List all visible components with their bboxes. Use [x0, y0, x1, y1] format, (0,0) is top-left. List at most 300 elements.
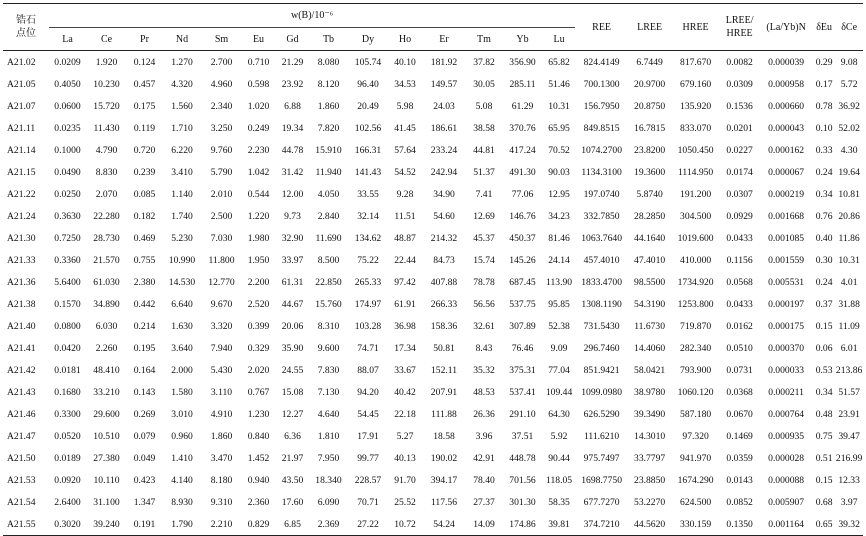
- table-cell: 0.000088: [768, 474, 805, 486]
- table-row: [3, 227, 863, 249]
- table-cell: 9.760: [210, 144, 233, 156]
- table-cell: 118.05: [546, 474, 573, 486]
- table-cell: 265.33: [354, 276, 382, 288]
- table-cell: 0.049: [133, 452, 156, 464]
- table-cell: 3.96: [475, 430, 493, 442]
- table-cell: 0.164: [133, 364, 156, 376]
- table-cell: 285.11: [509, 78, 536, 90]
- table-cell: 14.3010: [634, 430, 666, 442]
- table-cell: 731.5430: [583, 320, 620, 332]
- table-cell: 0.17: [815, 78, 833, 90]
- element-header-er: Er: [439, 33, 449, 45]
- sample-id-cell: A21.14: [7, 144, 36, 156]
- table-cell: 824.4149: [583, 56, 620, 68]
- table-cell: 1.740: [171, 210, 193, 222]
- table-cell: 5.72: [840, 78, 858, 90]
- table-cell: 12.00: [281, 188, 304, 200]
- table-cell: 84.73: [433, 254, 455, 266]
- table-cell: 5.08: [475, 100, 493, 112]
- table-cell: 20.06: [281, 320, 304, 332]
- table-cell: 0.000039: [768, 56, 805, 68]
- sample-id-cell: A21.53: [7, 474, 36, 486]
- table-cell: 1134.3100: [581, 166, 622, 178]
- table-cell: 1.860: [210, 430, 233, 442]
- table-cell: 22.280: [93, 210, 120, 222]
- table-cell: 0.598: [247, 78, 270, 90]
- table-cell: 213.86: [835, 364, 863, 376]
- table-cell: 296.7460: [583, 342, 620, 354]
- table-cell: 33.7797: [634, 452, 666, 464]
- table-cell: 24.14: [548, 254, 570, 266]
- table-cell: 1.860: [317, 100, 340, 112]
- table-cell: 0.3630: [54, 210, 81, 222]
- table-cell: 4.910: [210, 408, 233, 420]
- table-row: [3, 513, 863, 536]
- table-cell: 2.840: [317, 210, 340, 222]
- lree-header: LREE: [637, 21, 663, 33]
- table-cell: 849.8515: [583, 122, 620, 134]
- table-cell: 5.6400: [54, 276, 81, 288]
- table-cell: 301.30: [509, 496, 536, 508]
- table-cell: 91.70: [394, 474, 416, 486]
- table-cell: 14.4060: [634, 342, 666, 354]
- table-cell: 33.67: [394, 364, 416, 376]
- table-cell: 0.0800: [54, 320, 81, 332]
- table-cell: 8.500: [317, 254, 340, 266]
- table-cell: 4.050: [317, 188, 340, 200]
- table-cell: 5.430: [210, 364, 233, 376]
- table-cell: 23.91: [838, 408, 860, 420]
- table-cell: 134.62: [354, 232, 382, 244]
- sample-id-cell: A21.11: [7, 122, 36, 134]
- table-cell: 12.69: [473, 210, 495, 222]
- table-cell: 0.469: [133, 232, 156, 244]
- table-cell: 0.544: [247, 188, 270, 200]
- table-cell: 1.140: [171, 188, 193, 200]
- table-cell: 44.5620: [634, 518, 666, 530]
- table-cell: 0.78: [815, 100, 833, 112]
- table-cell: 0.4050: [54, 78, 81, 90]
- table-cell: 0.940: [247, 474, 270, 486]
- table-cell: 51.37: [473, 166, 495, 178]
- table-cell: 457.4010: [583, 254, 620, 266]
- table-cell: 0.195: [133, 342, 156, 354]
- table-cell: 15.760: [315, 298, 342, 310]
- table-cell: 410.000: [680, 254, 712, 266]
- table-cell: 74.71: [357, 342, 379, 354]
- table-cell: 12.33: [838, 474, 860, 486]
- table-cell: 190.02: [430, 452, 458, 464]
- table-cell: 0.0162: [726, 320, 753, 332]
- sample-id-cell: A21.47: [7, 430, 36, 442]
- table-cell: 0.0209: [54, 56, 81, 68]
- table-cell: 54.60: [433, 210, 455, 222]
- table-cell: 0.329: [247, 342, 270, 354]
- table-cell: 16.7815: [634, 122, 666, 134]
- sample-id-cell: A21.22: [7, 188, 36, 200]
- table-cell: 282.340: [680, 342, 712, 354]
- element-header-eu: Eu: [252, 33, 265, 45]
- table-row: [3, 183, 863, 205]
- table-cell: 8.930: [171, 496, 193, 508]
- table-cell: 2.360: [247, 496, 270, 508]
- table-cell: 0.3300: [54, 408, 81, 420]
- table-cell: 624.500: [680, 496, 712, 508]
- table-cell: 33.97: [281, 254, 304, 266]
- table-cell: 0.000028: [768, 452, 805, 464]
- table-cell: 0.0181: [54, 364, 81, 376]
- table-cell: 2.340: [210, 100, 233, 112]
- table-cell: 0.53: [815, 364, 833, 376]
- table-cell: 0.68: [815, 496, 833, 508]
- ree-data-table-container: [3, 3, 863, 536]
- table-cell: 0.1536: [726, 100, 753, 112]
- table-cell: 9.08: [840, 56, 858, 68]
- table-cell: 19.64: [838, 166, 860, 178]
- table-cell: 12.770: [208, 276, 235, 288]
- sample-id-cell: A21.36: [7, 276, 36, 288]
- table-cell: 54.3190: [634, 298, 666, 310]
- table-cell: 0.720: [133, 144, 156, 156]
- table-cell: 32.14: [357, 210, 379, 222]
- table-cell: 266.33: [430, 298, 458, 310]
- table-cell: 39.47: [838, 430, 860, 442]
- sample-id-cell: A21.46: [7, 408, 36, 420]
- sample-id-cell: A21.38: [7, 298, 36, 310]
- table-cell: 700.1300: [583, 78, 620, 90]
- table-cell: 975.7497: [583, 452, 620, 464]
- element-header-yb: Yb: [516, 33, 529, 45]
- table-cell: 2.380: [133, 276, 156, 288]
- table-cell: 0.76: [815, 210, 833, 222]
- table-cell: 7.820: [317, 122, 340, 134]
- table-cell: 2.520: [247, 298, 270, 310]
- table-cell: 0.0420: [54, 342, 81, 354]
- table-cell: 450.37: [509, 232, 536, 244]
- sample-header-line1: 锆石: [16, 15, 36, 26]
- table-cell: 81.46: [548, 232, 570, 244]
- table-cell: 0.085: [133, 188, 156, 200]
- table-cell: 0.15: [815, 320, 833, 332]
- table-cell: 0.000033: [768, 364, 805, 376]
- table-cell: 37.51: [511, 430, 534, 442]
- table-cell: 28.2850: [634, 210, 666, 222]
- table-cell: 0.0433: [726, 232, 753, 244]
- table-cell: 0.001559: [768, 254, 805, 266]
- table-cell: 9.28: [396, 188, 414, 200]
- table-cell: 5.230: [171, 232, 193, 244]
- table-cell: 448.78: [509, 452, 536, 464]
- table-cell: 1698.7750: [581, 474, 622, 486]
- table-cell: 1074.2700: [581, 144, 622, 156]
- table-cell: 2.000: [171, 364, 193, 376]
- lree-hree-ratio-header: [720, 4, 759, 51]
- table-cell: 39.32: [838, 518, 860, 530]
- table-cell: 330.159: [680, 518, 712, 530]
- table-cell: 8.080: [317, 56, 340, 68]
- table-cell: 24.55: [281, 364, 304, 376]
- table-cell: 24.03: [433, 100, 455, 112]
- table-cell: 0.0920: [54, 474, 81, 486]
- table-cell: 38.9780: [634, 386, 666, 398]
- table-cell: 22.850: [315, 276, 342, 288]
- table-cell: 1.950: [247, 254, 270, 266]
- element-header-ho: Ho: [398, 33, 412, 45]
- table-cell: 0.457: [133, 78, 156, 90]
- table-row: [3, 117, 863, 139]
- table-cell: 4.140: [171, 474, 193, 486]
- table-cell: 5.98: [396, 100, 414, 112]
- table-cell: 207.91: [430, 386, 458, 398]
- table-cell: 77.06: [511, 188, 534, 200]
- table-cell: 679.160: [680, 78, 712, 90]
- table-cell: 0.000958: [768, 78, 805, 90]
- table-cell: 9.09: [550, 342, 568, 354]
- table-cell: 0.000935: [768, 430, 805, 442]
- table-cell: 1833.4700: [581, 276, 622, 288]
- table-cell: 0.182: [133, 210, 156, 222]
- table-cell: 0.1000: [54, 144, 81, 156]
- table-cell: 26.36: [473, 408, 495, 420]
- hree-header: HREE: [682, 21, 709, 33]
- table-cell: 40.42: [394, 386, 416, 398]
- table-cell: 0.000043: [768, 122, 805, 134]
- table-cell: 0.75: [815, 430, 833, 442]
- table-cell: 4.790: [95, 144, 118, 156]
- table-cell: 0.755: [133, 254, 156, 266]
- table-cell: 677.7270: [583, 496, 620, 508]
- table-cell: 64.30: [548, 408, 570, 420]
- table-cell: 4.320: [171, 78, 193, 90]
- table-cell: 0.0250: [54, 188, 81, 200]
- table-cell: 793.900: [680, 364, 712, 376]
- table-row: [3, 161, 863, 183]
- table-cell: 39.81: [548, 518, 570, 530]
- table-cell: 687.45: [509, 276, 536, 288]
- table-cell: 0.65: [815, 518, 833, 530]
- table-cell: 54.24: [433, 518, 455, 530]
- table-cell: 1.810: [317, 430, 340, 442]
- table-cell: 1.042: [247, 166, 270, 178]
- table-cell: 3.97: [840, 496, 858, 508]
- table-cell: 6.220: [171, 144, 193, 156]
- table-header: [3, 4, 863, 51]
- table-cell: 44.1640: [634, 232, 666, 244]
- table-cell: 0.0368: [726, 386, 753, 398]
- table-cell: 375.31: [509, 364, 536, 376]
- table-cell: 29.600: [93, 408, 120, 420]
- table-cell: 0.269: [133, 408, 156, 420]
- table-cell: 216.99: [835, 452, 863, 464]
- table-cell: 0.34: [815, 188, 833, 200]
- table-cell: 228.57: [354, 474, 382, 486]
- table-cell: 4.30: [840, 144, 858, 156]
- table-cell: 1.920: [95, 56, 118, 68]
- sample-header-line2: 点位: [16, 28, 36, 39]
- table-cell: 54.45: [357, 408, 379, 420]
- table-cell: 10.31: [548, 100, 570, 112]
- table-row: [3, 425, 863, 447]
- table-cell: 6.030: [95, 320, 118, 332]
- table-cell: 0.000211: [768, 386, 804, 398]
- table-cell: 0.0309: [726, 78, 753, 90]
- ree-data-table: [3, 3, 863, 536]
- table-cell: 99.77: [357, 452, 379, 464]
- table-cell: 0.0307: [726, 188, 753, 200]
- table-cell: 0.124: [133, 56, 156, 68]
- table-cell: 4.01: [840, 276, 858, 288]
- table-cell: 0.399: [247, 320, 270, 332]
- table-cell: 145.26: [509, 254, 536, 266]
- table-cell: 146.76: [509, 210, 536, 222]
- table-cell: 20.86: [838, 210, 860, 222]
- table-cell: 56.56: [473, 298, 495, 310]
- table-cell: 8.310: [317, 320, 340, 332]
- table-cell: 1050.450: [677, 144, 714, 156]
- delta-ce-header: δCe: [841, 21, 858, 33]
- table-cell: 0.0731: [726, 364, 753, 376]
- table-cell: 76.46: [511, 342, 534, 354]
- table-cell: 31.42: [281, 166, 304, 178]
- table-cell: 0.000764: [768, 408, 805, 420]
- table-cell: 158.36: [430, 320, 458, 332]
- table-cell: 12.95: [548, 188, 570, 200]
- element-header-dy: Dy: [361, 33, 375, 45]
- table-cell: 23.8850: [634, 474, 666, 486]
- sample-id-cell: A21.55: [7, 518, 36, 530]
- table-row: [3, 447, 863, 469]
- table-cell: 61.91: [394, 298, 416, 310]
- table-cell: 88.07: [357, 364, 379, 376]
- table-cell: 0.000197: [768, 298, 805, 310]
- table-cell: 34.90: [433, 188, 455, 200]
- sample-id-cell: A21.30: [7, 232, 36, 244]
- table-cell: 0.0433: [726, 298, 753, 310]
- table-cell: 61.030: [93, 276, 120, 288]
- table-cell: 174.86: [509, 518, 536, 530]
- table-cell: 941.970: [680, 452, 712, 464]
- table-cell: 109.44: [545, 386, 573, 398]
- table-cell: 19.34: [281, 122, 304, 134]
- table-cell: 0.06: [815, 342, 833, 354]
- table-cell: 17.91: [357, 430, 379, 442]
- table-cell: 0.1350: [726, 518, 753, 530]
- table-cell: 20.49: [357, 100, 379, 112]
- table-cell: 6.01: [840, 342, 858, 354]
- concentration-group-header: w(B)/10⁻⁶: [49, 4, 575, 28]
- table-cell: 51.57: [838, 386, 860, 398]
- table-cell: 6.36: [284, 430, 301, 442]
- table-cell: 0.175: [133, 100, 156, 112]
- table-cell: 34.53: [394, 78, 416, 90]
- table-cell: 27.37: [473, 496, 495, 508]
- sample-id-cell: A21.40: [7, 320, 36, 332]
- table-cell: 0.000175: [768, 320, 805, 332]
- table-cell: 102.56: [354, 122, 382, 134]
- table-cell: 11.86: [838, 232, 860, 244]
- table-cell: 43.50: [281, 474, 304, 486]
- table-row: [3, 95, 863, 117]
- table-cell: 7.030: [210, 232, 233, 244]
- table-cell: 21.97: [281, 452, 304, 464]
- table-cell: 0.143: [133, 386, 156, 398]
- table-row: [3, 359, 863, 381]
- sample-id-cell: A21.07: [7, 100, 36, 112]
- table-cell: 4.640: [317, 408, 340, 420]
- table-cell: 0.0490: [54, 166, 81, 178]
- sample-id-cell: A21.05: [7, 78, 36, 90]
- table-cell: 233.24: [430, 144, 458, 156]
- table-cell: 1674.290: [677, 474, 714, 486]
- table-cell: 3.410: [171, 166, 193, 178]
- table-cell: 291.10: [509, 408, 536, 420]
- table-cell: 242.94: [430, 166, 458, 178]
- sample-id-cell: A21.43: [7, 386, 36, 398]
- table-cell: 0.423: [133, 474, 156, 486]
- table-cell: 97.320: [682, 430, 709, 442]
- table-cell: 44.81: [473, 144, 495, 156]
- table-cell: 394.17: [430, 474, 458, 486]
- table-cell: 370.76: [509, 122, 536, 134]
- sample-id-cell: A21.41: [7, 342, 36, 354]
- table-cell: 1.452: [247, 452, 270, 464]
- table-cell: 0.000219: [768, 188, 805, 200]
- table-row: [3, 381, 863, 403]
- table-cell: 0.1156: [726, 254, 753, 266]
- element-header-tm: Tm: [477, 33, 491, 45]
- table-cell: 7.130: [317, 386, 340, 398]
- table-cell: 11.09: [838, 320, 860, 332]
- table-cell: 58.35: [548, 496, 570, 508]
- table-row: [3, 469, 863, 491]
- table-cell: 39.240: [93, 518, 120, 530]
- table-cell: 11.800: [208, 254, 235, 266]
- table-cell: 36.98: [394, 320, 416, 332]
- table-cell: 2.210: [210, 518, 233, 530]
- table-cell: 2.070: [95, 188, 118, 200]
- table-cell: 0.0227: [726, 144, 753, 156]
- table-cell: 14.530: [168, 276, 196, 288]
- table-cell: 2.260: [95, 342, 118, 354]
- table-cell: 2.010: [210, 188, 233, 200]
- table-row: [3, 51, 863, 74]
- table-cell: 8.43: [475, 342, 493, 354]
- element-header-ce: Ce: [100, 33, 113, 45]
- table-row: [3, 271, 863, 293]
- table-cell: 491.30: [509, 166, 536, 178]
- table-cell: 28.730: [93, 232, 120, 244]
- table-cell: 77.04: [548, 364, 570, 376]
- table-cell: 42.91: [473, 452, 495, 464]
- table-cell: 9.310: [210, 496, 233, 508]
- table-cell: 3.110: [210, 386, 233, 398]
- table-row: [3, 403, 863, 425]
- table-cell: 152.11: [430, 364, 458, 376]
- table-row: [3, 73, 863, 95]
- table-cell: 11.430: [93, 122, 120, 134]
- table-cell: 0.0235: [54, 122, 81, 134]
- table-cell: 626.5290: [583, 408, 620, 420]
- table-cell: 0.0600: [54, 100, 81, 112]
- table-cell: 0.15: [815, 474, 833, 486]
- table-cell: 0.0929: [726, 210, 753, 222]
- ratio-header-line1: LREE/: [725, 15, 754, 26]
- table-cell: 58.0421: [634, 364, 666, 376]
- table-cell: 3.320: [210, 320, 233, 332]
- table-cell: 9.600: [317, 342, 340, 354]
- table-cell: 0.1680: [54, 386, 81, 398]
- table-cell: 1099.0980: [581, 386, 622, 398]
